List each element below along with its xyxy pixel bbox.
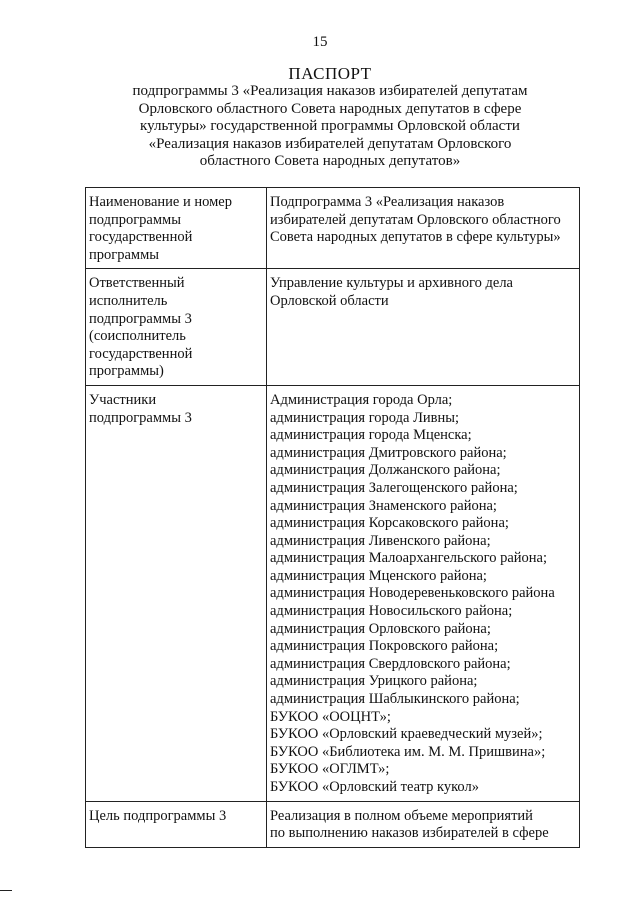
- document-subtitle-line: культуры» государственной программы Орловской области: [140, 118, 520, 135]
- row-value-line: Подпрограмма 3 «Реализация наказов: [270, 194, 505, 210]
- row-label-line: государственной: [89, 229, 193, 246]
- row-value-cell: [267, 269, 580, 386]
- row-label-line: Ответственный: [89, 275, 185, 292]
- table-row: [86, 385, 580, 801]
- participant-line: администрация Дмитровского района;: [270, 444, 507, 461]
- table-row: [86, 801, 580, 847]
- participant-line: администрация Новосильского района;: [270, 603, 513, 620]
- row-label-line: исполнитель: [89, 292, 168, 309]
- table-row: [86, 188, 580, 269]
- row-value-cell: [267, 385, 580, 801]
- participant-line: администрация Мценского района;: [270, 567, 487, 584]
- row-value-line: по выполнению наказов избирателей в сфере: [270, 825, 549, 842]
- document-subtitle-line: областного Совета народных депутатов»: [199, 153, 461, 170]
- participant-line: Администрация города Орла;: [270, 391, 453, 408]
- participant-line: администрация города Мценска;: [270, 427, 472, 444]
- participant-line: администрация Ливенского района;: [270, 532, 491, 549]
- row-value-line: Управление культуры и архивного дела: [270, 275, 513, 292]
- row-value-line: Реализация в полном объеме мероприятий: [270, 807, 533, 824]
- participant-line: администрация Залегощенского района;: [270, 479, 518, 496]
- document-subtitle-line: подпрограммы 3 «Реализация наказов избирателей депутатам: [132, 83, 528, 99]
- row-label-line: подпрограммы 3: [89, 310, 192, 327]
- participant-line: БУКОО «Библиотека им. М. М. Пришвина»;: [270, 743, 546, 760]
- participant-line: БУКОО «Орловский театр кукол»: [270, 779, 479, 795]
- row-label-line: государственной: [89, 345, 193, 362]
- row-label-line: Наименование и номер: [89, 194, 232, 210]
- row-label-line: Цель подпрограммы 3: [89, 807, 227, 824]
- participant-line: администрация Орловского района;: [270, 620, 491, 637]
- table-row: [86, 269, 580, 386]
- participant-line: администрация Урицкого района;: [270, 673, 478, 690]
- participant-line: БУКОО «ОГЛМТ»;: [270, 761, 390, 778]
- row-value-line: Совета народных депутатов в сфере культуры»: [270, 229, 561, 246]
- participant-line: администрация города Ливны;: [270, 409, 460, 426]
- document-subtitle-line: Орловского областного Совета народных депутатов в сфере: [138, 100, 522, 117]
- row-label-cell: [86, 801, 267, 847]
- participant-line: администрация Покровского района;: [270, 638, 499, 655]
- row-value-cell: [267, 188, 580, 269]
- participant-line: администрация Корсаковского района;: [270, 515, 509, 532]
- document-heading: [60, 64, 600, 171]
- row-label-cell: [86, 385, 267, 801]
- row-value-line: избирателей депутатам Орловского областного: [270, 211, 561, 228]
- margin-mark: [0, 890, 12, 891]
- participant-line: администрация Малоархангельского района;: [270, 550, 548, 567]
- row-label-line: программы): [89, 363, 164, 380]
- participant-line: БУКОО «Орловский краеведческий музей»;: [270, 726, 543, 743]
- participant-line: администрация Свердловского района;: [270, 655, 511, 672]
- row-label-cell: [86, 188, 267, 269]
- participant-line: администрация Знаменского района;: [270, 497, 497, 514]
- participant-line: БУКОО «ООЦНТ»;: [270, 708, 391, 725]
- page-number: 15: [312, 34, 328, 50]
- row-label-line: подпрограммы: [89, 211, 181, 228]
- participant-line: администрация Должанского района;: [270, 462, 501, 479]
- participant-line: администрация Шаблыкинского района;: [270, 691, 520, 708]
- passport-table: [85, 187, 580, 848]
- row-value-line: Орловской области: [270, 292, 389, 309]
- row-label-line: программы: [89, 246, 159, 263]
- row-label-line: (соисполнитель: [89, 328, 186, 345]
- document-subtitle-line: «Реализация наказов избирателей депутатам Орловского: [148, 135, 512, 152]
- row-label-line: Участники: [89, 391, 157, 408]
- row-label-cell: [86, 269, 267, 386]
- row-value-cell: [267, 801, 580, 847]
- row-label-line: подпрограммы 3: [89, 409, 192, 426]
- document-title: ПАСПОРТ: [288, 64, 372, 83]
- participant-line: администрация Новодеревеньковского района: [270, 585, 555, 602]
